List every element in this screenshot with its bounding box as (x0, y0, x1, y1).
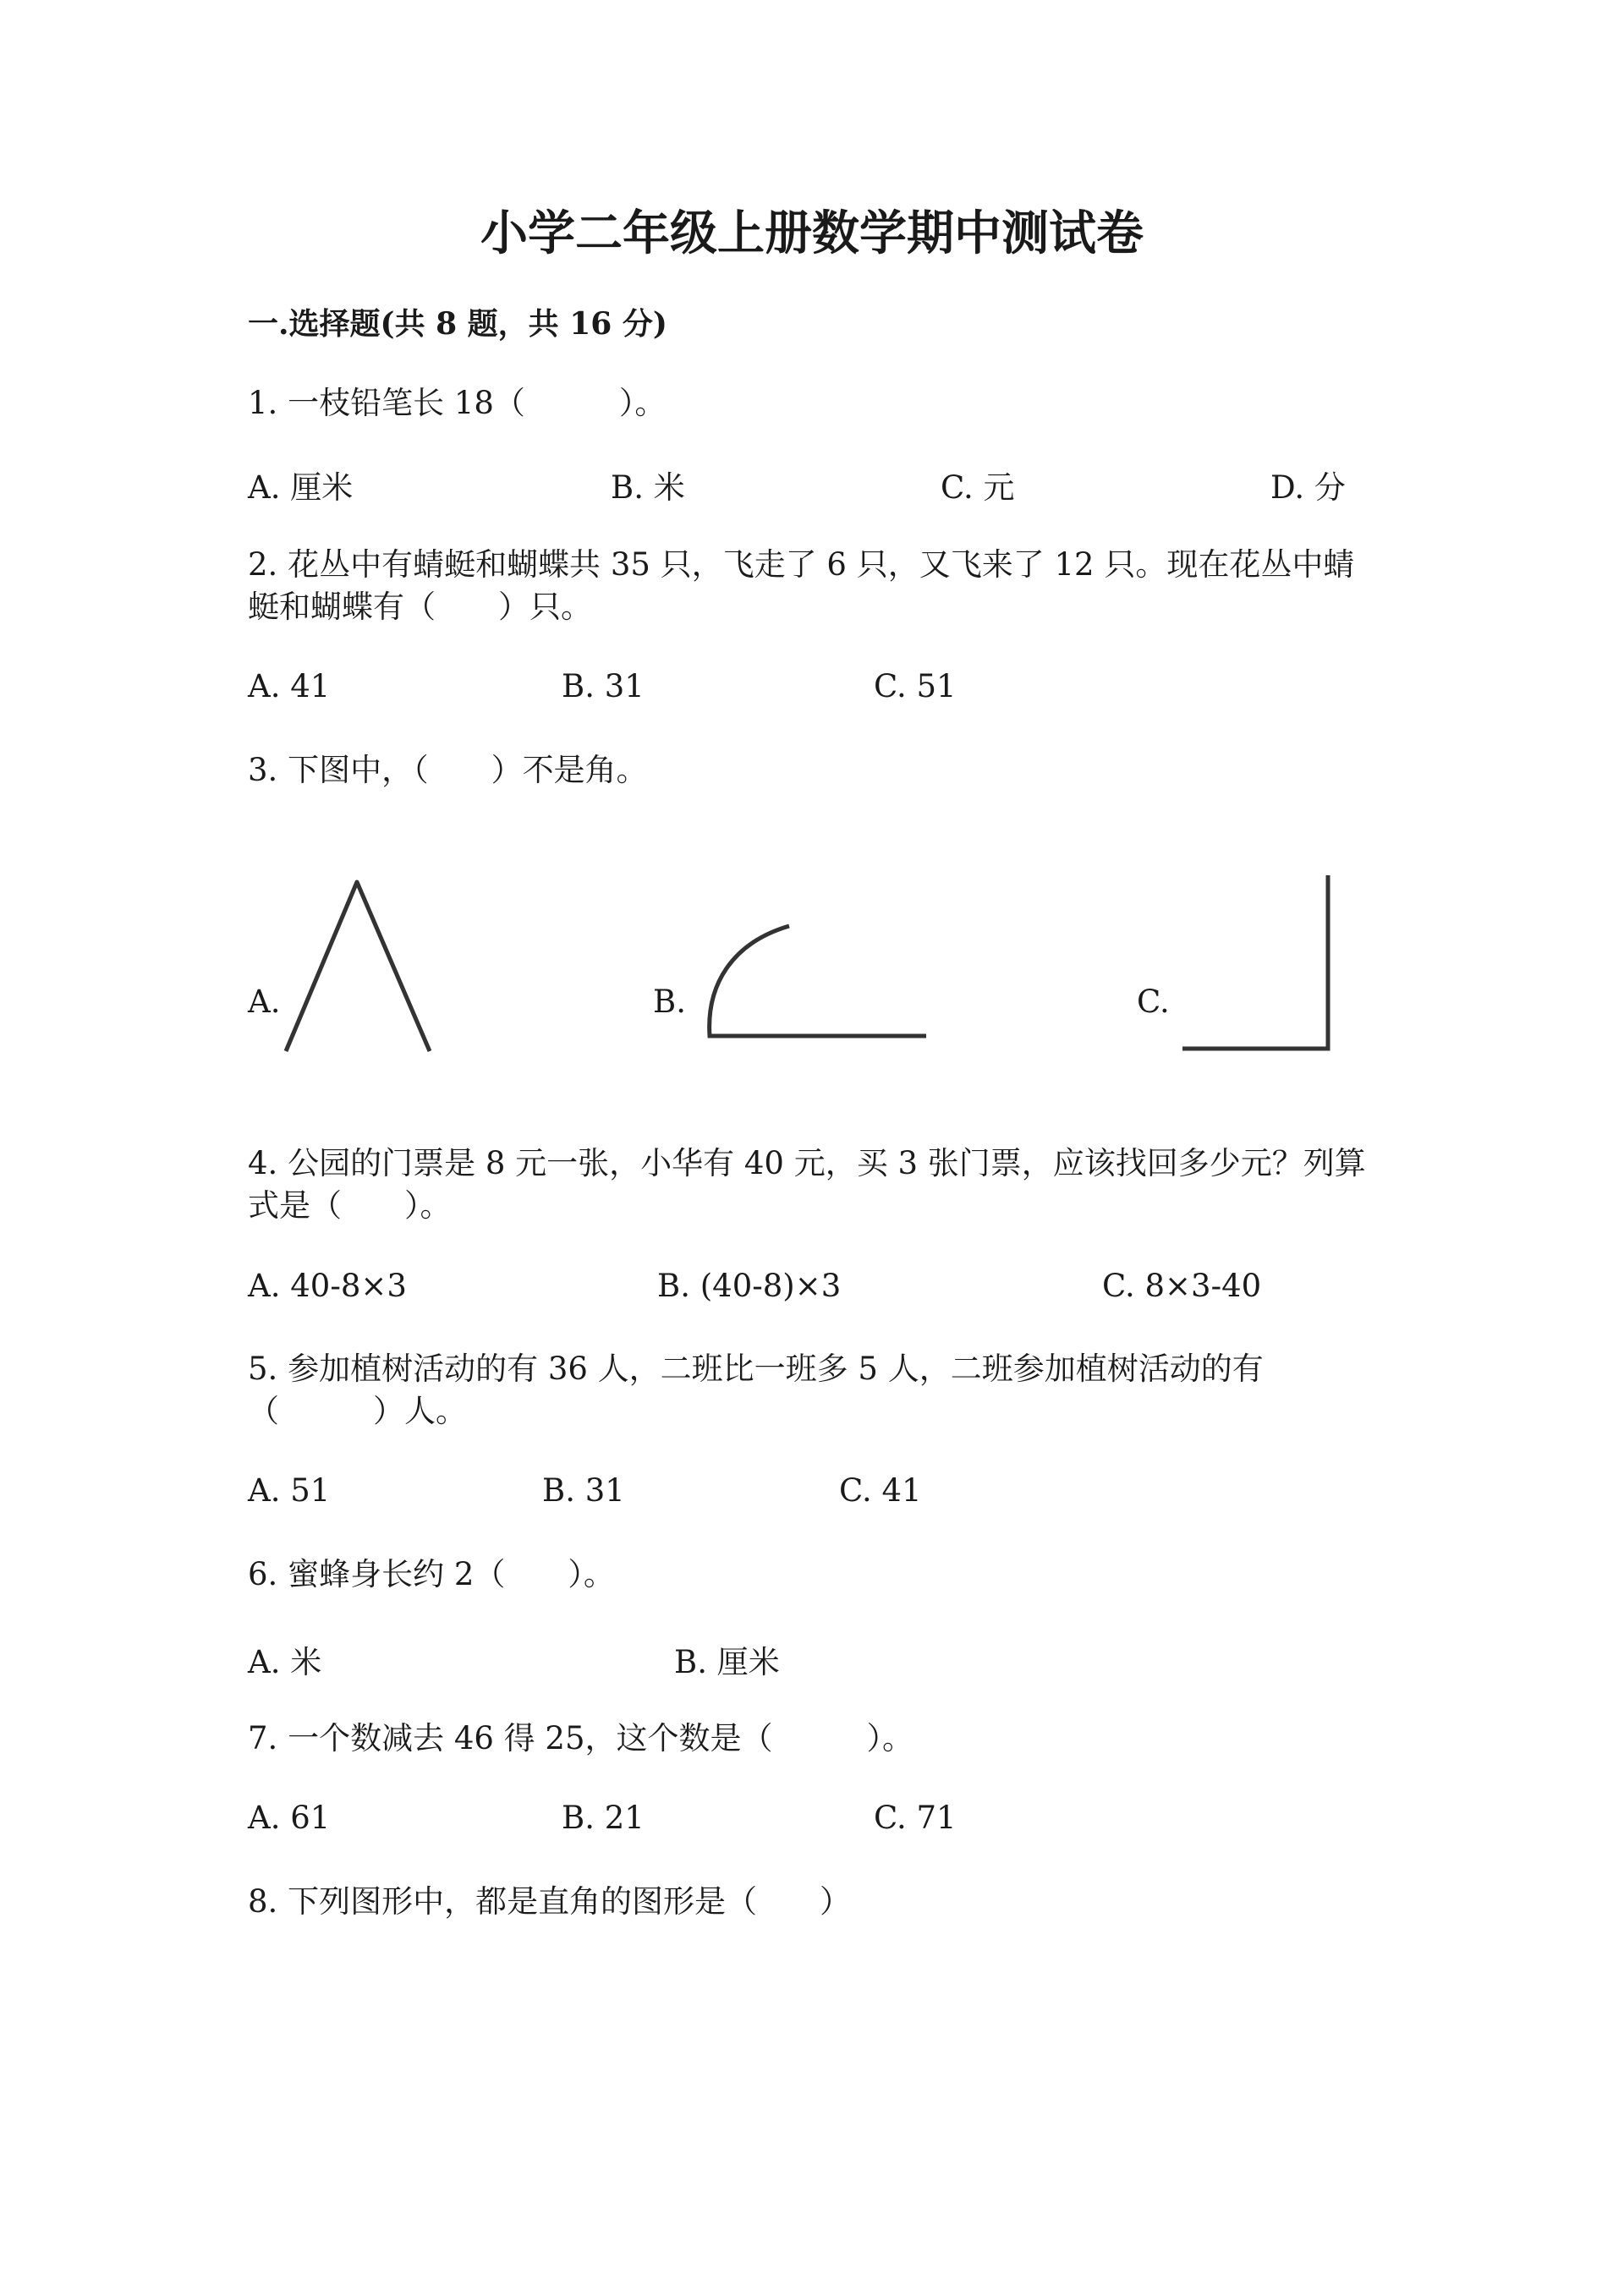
question-3: 3. 下图中，（ ）不是角。 (248, 752, 648, 788)
figure-right-angle-c (1176, 871, 1345, 1057)
q1-option-b[interactable]: B. 米 (611, 469, 685, 506)
q3-option-b[interactable]: B. (653, 984, 686, 1020)
question-4-line-1: 4. 公园的门票是 8 元一张，小华有 40 元，买 3 张门票，应该找回多少元？列算 (248, 1145, 1366, 1181)
q3-option-a[interactable]: A. (248, 984, 281, 1020)
q2-option-b[interactable]: B. 31 (562, 668, 645, 704)
q3-option-c[interactable]: C. (1137, 984, 1170, 1020)
q1-option-c[interactable]: C. 元 (941, 469, 1015, 506)
question-2-line-1: 2. 花丛中有蜻蜓和蝴蝶共 35 只，飞走了 6 只，又飞来了 12 只。现在花丛中蜻 (248, 546, 1355, 583)
q7-option-b[interactable]: B. 21 (562, 1800, 645, 1836)
q2-option-c[interactable]: C. 51 (874, 668, 957, 704)
q6-option-a[interactable]: A. 米 (248, 1644, 322, 1680)
figure-angle-a (279, 875, 448, 1061)
section-heading: 一.选择题(共 8 题，共 16 分) (248, 306, 667, 342)
q4-option-a[interactable]: A. 40-8×3 (248, 1268, 407, 1304)
question-8: 8. 下列图形中，都是直角的图形是（ ） (248, 1883, 852, 1920)
question-5-line-2: （ ）人。 (248, 1393, 467, 1429)
q1-option-d[interactable]: D. 分 (1270, 469, 1346, 506)
question-2-line-2: 蜓和蝴蝶有（ ）只。 (248, 589, 592, 625)
q4-option-b[interactable]: B. (40-8)×3 (657, 1268, 842, 1304)
q1-option-a[interactable]: A. 厘米 (248, 469, 354, 506)
q4-option-c[interactable]: C. 8×3-40 (1102, 1268, 1262, 1304)
figure-arc-b (698, 918, 935, 1053)
q5-option-c[interactable]: C. 41 (839, 1472, 922, 1509)
q5-option-b[interactable]: B. 31 (542, 1472, 625, 1509)
question-6: 6. 蜜蜂身长约 2（ ）。 (248, 1556, 615, 1592)
question-4-line-2: 式是（ ）。 (248, 1187, 452, 1224)
page-title: 小学二年级上册数学期中测试卷 (480, 205, 1144, 261)
q5-option-a[interactable]: A. 51 (248, 1472, 331, 1509)
question-1: 1. 一枝铅笔长 18（ ）。 (248, 385, 667, 421)
question-7: 7. 一个数减去 46 得 25，这个数是（ ）。 (248, 1720, 914, 1756)
q7-option-c[interactable]: C. 71 (874, 1800, 957, 1836)
question-5-line-1: 5. 参加植树活动的有 36 人，二班比一班多 5 人，二班参加植树活动的有 (248, 1351, 1264, 1387)
q2-option-a[interactable]: A. 41 (248, 668, 331, 704)
q6-option-b[interactable]: B. 厘米 (674, 1644, 780, 1680)
q7-option-a[interactable]: A. 61 (248, 1800, 331, 1836)
